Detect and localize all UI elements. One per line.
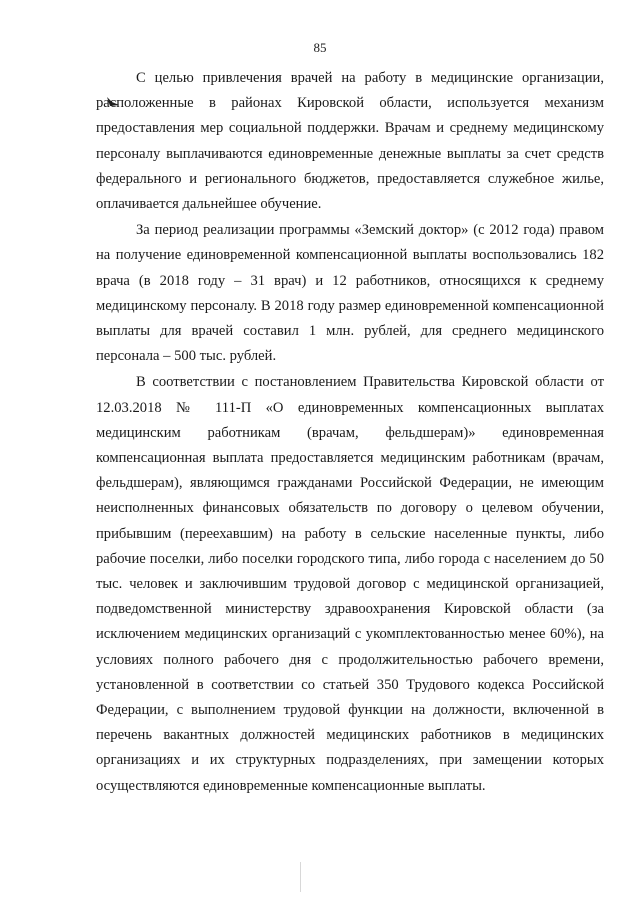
- paragraph: В соответствии с постановлением Правительства Кировской области от 12.03.2018 № 111-П «О единовременных компенсационных выплатах медицинским работникам (врачам, фельдшерам)» единовременная компенсационная выплата предоставляется медицинским работникам (врачам, фельдшерам), являющимся гражданами Российской Федерации, не имеющим неисполненных финансовых обязательств по договору о целевом обучении, прибывшим (переехавшим) на работу в сельские населенные пункты, либо рабочие поселки, либо поселки городского типа, либо города с населением до 50 тыс. человек и заключившим трудовой договор с медицинской организацией, подведомственной министерству здравоохранения Кировской области (за исключением медицинских организаций с укомплектованностью менее 60%), на условиях полного рабочего дня с продолжительностью рабочего времени, установленной в соответствии со статьей 350 Трудового кодекса Российской Федерации, с выполнением трудовой функции на должности, включенной в перечень вакантных должностей медицинских работников в медицинских организациях и их структурных подразделениях, при замещении которых осуществляются единовременные компенсационные выплаты.: [96, 374, 604, 794]
- scan-artifact-line: [300, 862, 301, 892]
- page-number: 85: [313, 40, 327, 55]
- paragraph: За период реализации программы «Земский доктор» (с 2012 года) правом на получение единовременной компенсационной выплаты воспользовались 182 врача (в 2018 году – 31 врач) и 12 работников, относящихся к среднему медицинскому персоналу. В 2018 году размер единовременной компенсационной выплаты для врачей составил 1 млн. рублей, для среднего медицинского персонала – 500 тыс. рублей.: [96, 222, 604, 365]
- paragraph: С целью привлечения врачей на работу в медицинские организации, расположенные в районах Кировской области, используется механизм предоставления мер социальной поддержки. Врачам и среднему медицинскому персоналу выплачиваются единовременные денежные выплаты за счет средств федерального и регионального бюджетов, предоставляется служебное жилье, оплачивается дальнейшее обучение.: [96, 70, 604, 213]
- document-body: [96, 66, 604, 799]
